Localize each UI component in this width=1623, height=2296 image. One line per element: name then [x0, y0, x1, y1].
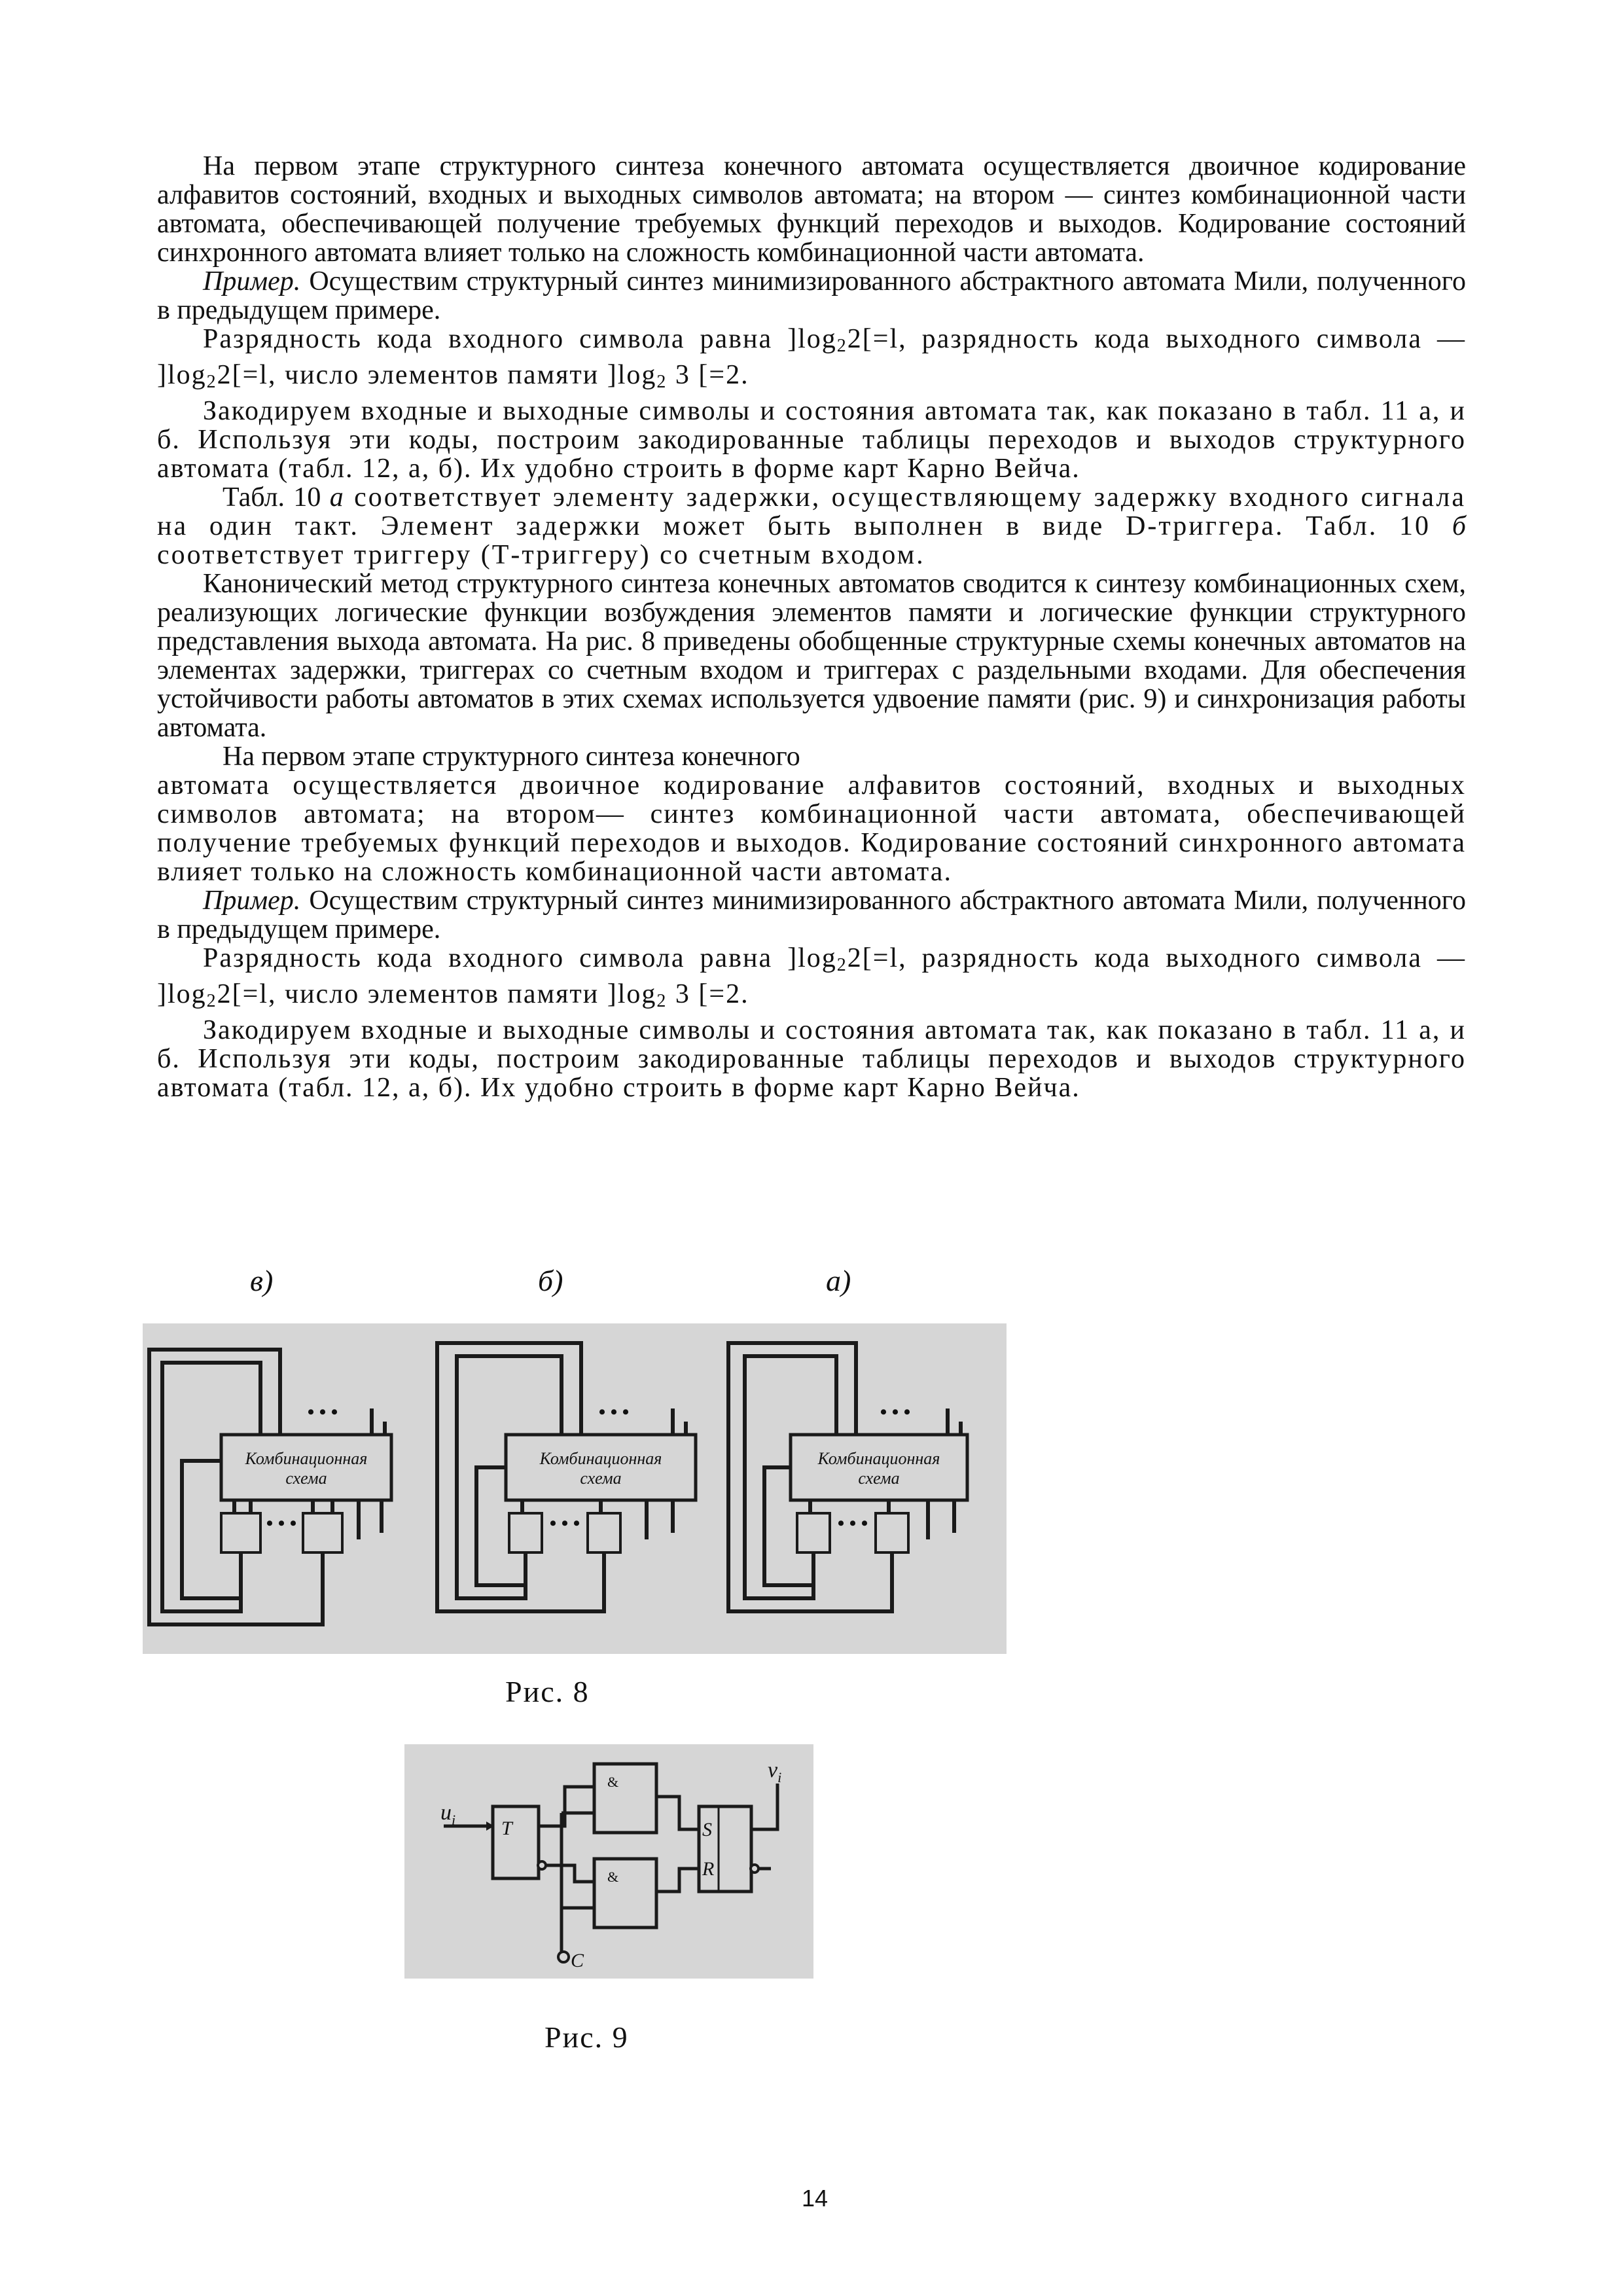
- block-title-line2: схема: [858, 1469, 900, 1488]
- rs-trigger-1: [221, 1513, 260, 1552]
- bitwidth-text-a: Разрядность кода входного символа равна ]log: [203, 324, 837, 354]
- rs-trigger-n: [303, 1513, 342, 1552]
- bitwidth-text-c: 2[=l, число элементов памяти ]log: [217, 360, 657, 390]
- clock-label: C: [571, 1950, 584, 1971]
- ellipsis-dots: • • •: [307, 1401, 338, 1423]
- paragraph-first-stage-2: автомата осуществляется двоичное кодирование алфавитов состояний, входных и выходных символов автомата; на втором— синтез комбинационной части автомата, обеспечивающей получение требуемых функций переходов и выходов. Кодирование состояний синхронного автомата влияет только на сложность комбинационной части автомата.: [157, 770, 1466, 887]
- ellipsis-dots: • • •: [880, 1401, 911, 1423]
- example-text: Осуществим структурный синтез минимизированного абстрактного автомата Мили, полученного в предыдущем примере.: [157, 886, 1466, 944]
- ellipsis-dots: • • •: [837, 1513, 868, 1534]
- figure9-svg: [404, 1744, 813, 1979]
- log-subscript: 2: [836, 955, 847, 975]
- and-label-lower: &: [607, 1869, 619, 1885]
- output-line: [751, 1784, 777, 1829]
- block-title-line1: Комбинационная: [245, 1449, 368, 1468]
- figure9-diagram: [404, 1744, 813, 1979]
- paragraph-bit-width-1: [157, 325, 1466, 397]
- paragraph-1: На первом этапе структурного синтеза конечного автомата осуществляется двоичное кодирование алфавитов состояний, входных и выходных символов автомата; на втором — синтез комбинационной части автомата, обеспечивающей получение требуемых функций переходов и выходов. Кодирование состояний синхронного автомата влияет только на сложность комбинационной части автомата.: [157, 151, 1466, 268]
- table10-text-c: соответствует триггеру (Т-триггеру) со счетным входом.: [157, 540, 925, 570]
- and-gate-lower: [594, 1859, 656, 1928]
- table10-text-b: соответствует элементу задержки, осуществляющему задержку входного сигнала на один такт. Элемент задержки может быть выполнен в виде D-триггера. Табл. 10: [157, 482, 1466, 541]
- scheme-b: [437, 1343, 696, 1611]
- d-element-1: [797, 1513, 830, 1552]
- table10-italic-b: б: [1452, 511, 1466, 541]
- log-subscript: 2: [656, 372, 668, 392]
- ellipsis-dots: • • •: [266, 1513, 297, 1534]
- scheme-a: [728, 1343, 967, 1611]
- block-title-line1: Комбинационная: [539, 1449, 662, 1468]
- log-subscript: 2: [206, 991, 217, 1011]
- r-label: R: [702, 1858, 715, 1880]
- ellipsis-dots: • • •: [549, 1513, 580, 1534]
- scheme-v: [149, 1350, 391, 1624]
- paragraph-encoding-2: Закодируем входные и выходные символы и состояния автомата так, как показано в табл. 11 а, и б. Используя эти коды, построим закодированные таблицы переходов и выходов структурного автомата (табл. 12, а, б). Их удобно строить в форме карт Карно Вейча.: [157, 1015, 1466, 1103]
- t-label: T: [501, 1818, 512, 1839]
- bitwidth-text-b: 2[=l, разрядность кода выходного символа — ]log: [157, 324, 1467, 390]
- example-lead: Пример.: [203, 266, 301, 296]
- output-label: $v_i$: [768, 1758, 782, 1785]
- t-element: [493, 1806, 539, 1878]
- inverse-output-line: [539, 1865, 594, 1882]
- paragraph-example-2: [157, 886, 1466, 944]
- block-title-line2: схема: [580, 1469, 622, 1488]
- paragraph-bit-width-2: [157, 944, 1466, 1016]
- and-gate-upper: [594, 1764, 656, 1833]
- paragraph-table10: [157, 483, 1466, 569]
- page-number: 14: [802, 2185, 829, 2212]
- figure8-label-b: б): [538, 1264, 563, 1297]
- figure8-caption: Рис. 8: [505, 1675, 590, 1708]
- log-subscript: 2: [836, 336, 847, 356]
- bitwidth-text-d: 3 [=2.: [667, 360, 749, 390]
- upper-and-output: [656, 1797, 699, 1829]
- paragraph-encoding-1: Закодируем входные и выходные символы и состояния автомата так, как показано в табл. 11 а, и б. Используя эти коды, построим закодированные таблицы переходов и выходов структурного автомата (табл. 12, а, б). Их удобно строить в форме карт Карно Вейча.: [157, 396, 1466, 484]
- and-label-upper: &: [607, 1774, 619, 1790]
- ellipsis-dots: • • •: [598, 1401, 630, 1423]
- log-subscript: 2: [656, 991, 668, 1011]
- s-label: S: [702, 1819, 712, 1840]
- block-title-line1: Комбинационная: [817, 1449, 940, 1468]
- example-text: Осуществим структурный синтез минимизированного абстрактного автомата Мили, полученного в предыдущем примере.: [157, 266, 1466, 325]
- example-lead: Пример.: [203, 886, 301, 916]
- paragraph-first-stage-2-line1: На первом этапе структурного синтеза конечного: [223, 742, 800, 772]
- input-label: $u_i$: [440, 1801, 456, 1828]
- paragraph-example-1: [157, 267, 1466, 325]
- table10-italic-a: а: [329, 482, 344, 512]
- bitwidth-text-a: Разрядность кода входного символа равна ]log: [203, 943, 837, 973]
- log-subscript: 2: [206, 372, 217, 392]
- bitwidth-text-c: 2[=l, число элементов памяти ]log: [217, 979, 657, 1009]
- figure8-diagram: [143, 1323, 1007, 1654]
- t-trigger-1: [509, 1513, 542, 1552]
- figure8-label-a: а): [826, 1264, 851, 1297]
- block-title-line2: схема: [285, 1469, 327, 1488]
- paragraph-canonical: Канонический метод структурного синтеза конечных автоматов сводится к синтезу комбинационных схем, реализующих логические функции возбуждения элементов памяти и логические функции структурного представления выхода автомата. На рис. 8 приведены обобщенные структурные схемы конечных автоматов на элементах задержки, триггерах со счетным входом и триггерах с раздельными входами. Для обеспечения устойчивости работы автоматов в этих схемах используется удвоение памяти (рис. 9) и синхронизация работы автомата.: [157, 569, 1466, 743]
- lower-and-output: [656, 1869, 699, 1892]
- bitwidth-text-d: 3 [=2.: [667, 979, 749, 1009]
- figure9-caption: Рис. 9: [544, 2020, 629, 2054]
- main-text: [157, 152, 1466, 1102]
- d-element-n: [876, 1513, 908, 1552]
- bitwidth-text-b: 2[=l, разрядность кода выходного символа — ]log: [157, 943, 1467, 1009]
- table10-text-a: Табл. 10: [223, 482, 330, 512]
- figure8-label-v: в): [250, 1264, 274, 1297]
- direct-output-line: [539, 1787, 594, 1826]
- t-trigger-n: [588, 1513, 620, 1552]
- figure8-svg: [143, 1323, 1007, 1654]
